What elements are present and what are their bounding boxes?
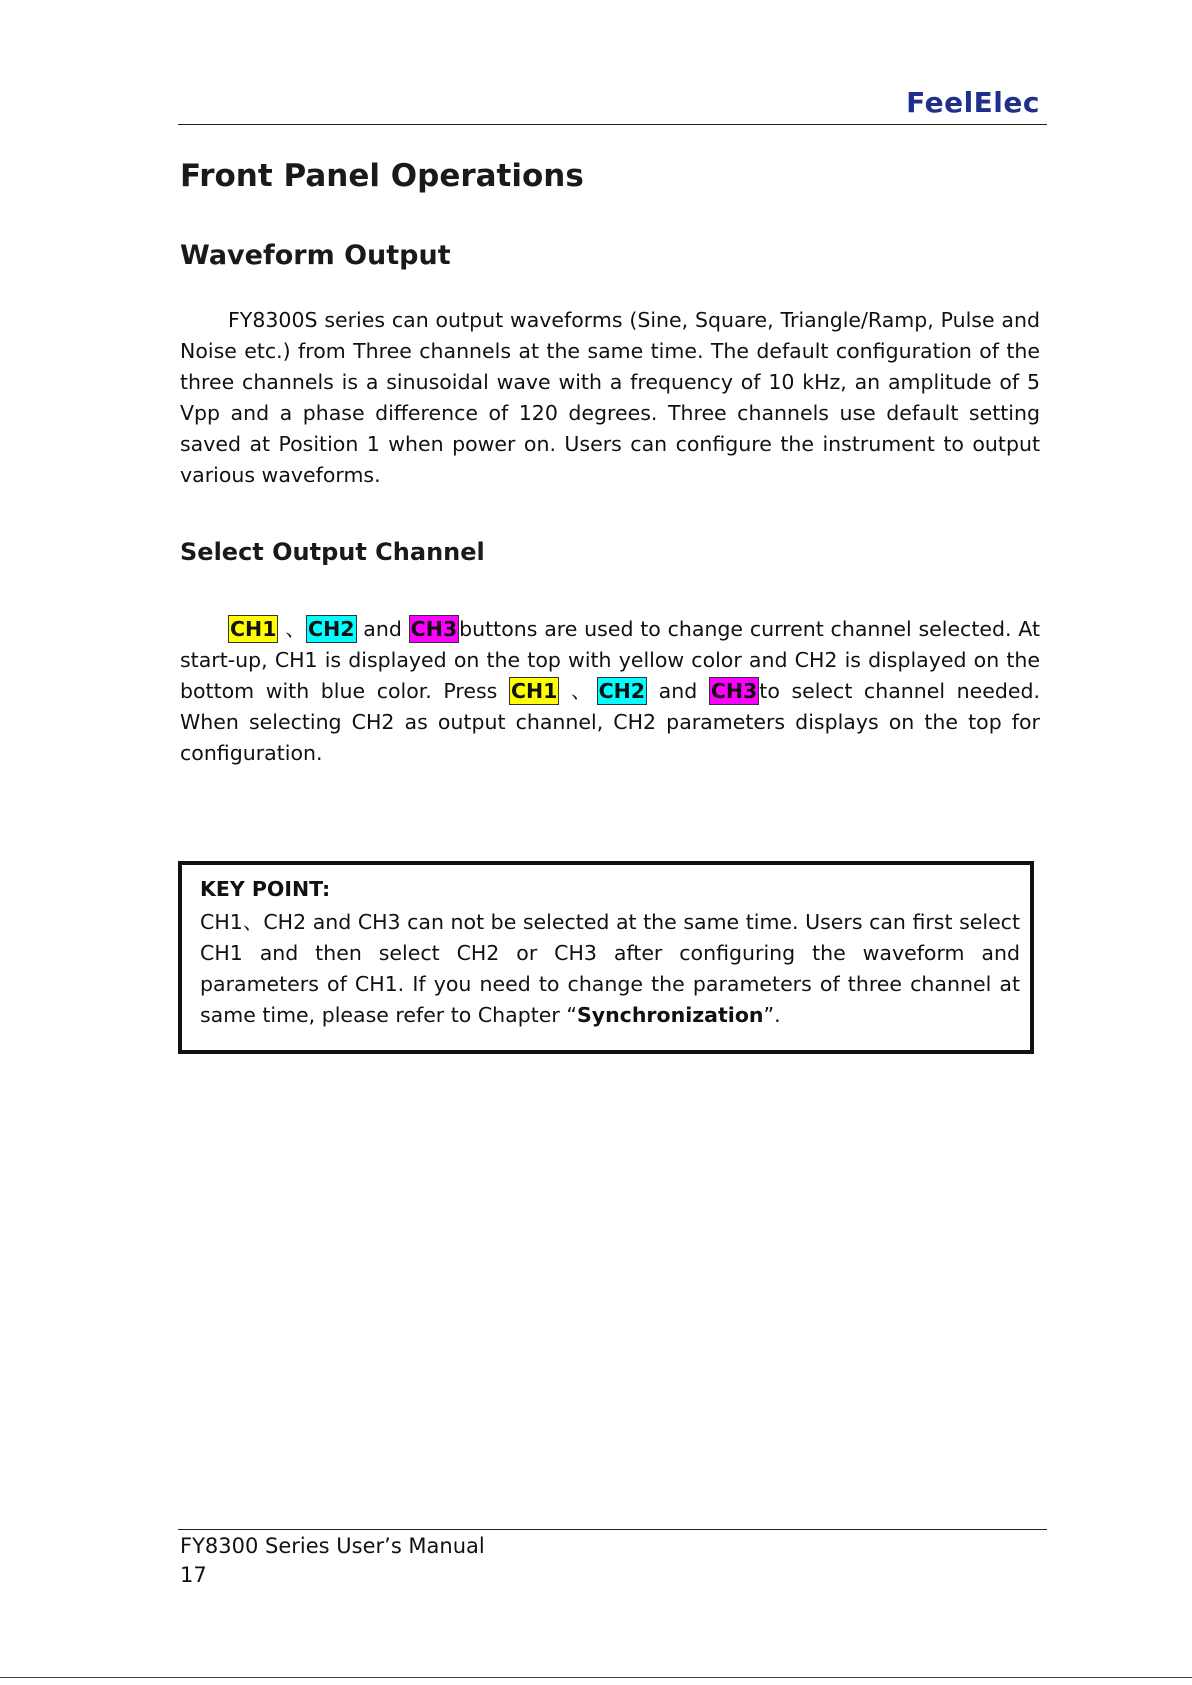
ch2-button-label: CH2 [308, 617, 355, 641]
footer-rule [178, 1529, 1047, 1530]
ch3-button-label: CH3 [410, 617, 458, 641]
separator: 、 [571, 679, 597, 703]
page-title: Front Panel Operations [180, 158, 584, 194]
footer-page-number: 17 [180, 1563, 207, 1587]
select-channel-text-a: buttons are used to change current channel selected. At start-up, CH1 is displayed on the top with yellow color and CH2 is displayed on the bottom with blue color. Press [180, 617, 1040, 703]
ch1-button-label: CH1 [510, 679, 558, 703]
header-rule [178, 124, 1047, 125]
key-point-box [178, 861, 1034, 1054]
conjunction: and [363, 617, 402, 641]
select-channel-paragraph [180, 614, 1040, 769]
ch3-button-label: CH3 [710, 679, 758, 703]
key-point-title: KEY POINT: [200, 877, 331, 901]
separator: 、 [285, 617, 307, 641]
select-channel-text-b: to select channel needed. When selecting CH2 as output channel, CH2 parameters displays on the top for configuration. [180, 679, 1041, 765]
key-point-text-before: CH1、CH2 and CH3 can not be selected at the same time. Users can first select CH1 and then select CH2 or CH3 after configuring the waveform and parameters of CH1. If you need to change the parameters of three channel at same time, please refer to Chapter “ [200, 910, 1020, 1027]
brand-name: FeelElec [906, 86, 1040, 119]
page-bottom-border [0, 1677, 1192, 1678]
ch2-button-label: CH2 [598, 679, 646, 703]
key-point-text-after: ”. [763, 1003, 781, 1027]
ch1-button-label: CH1 [230, 617, 277, 641]
footer-manual-title: FY8300 Series User’s Manual [180, 1534, 485, 1558]
section-heading-select-channel: Select Output Channel [180, 538, 485, 566]
chapter-reference: Synchronization [576, 1003, 764, 1027]
conjunction: and [658, 679, 698, 703]
waveform-output-paragraph: FY8300S series can output waveforms (Sine, Square, Triangle/Ramp, Pulse and Noise etc.) from Three channels at the same time. The default configuration of the three channels is a sinusoidal wave with a frequency of 10 kHz, an amplitude of 5 Vpp and a phase difference of 120 degrees. Three channels use default setting saved at Position 1 when power on. Users can configure the instrument to output various waveforms. [180, 308, 1040, 487]
section-heading-waveform-output: Waveform Output [180, 240, 451, 271]
key-point-text [200, 907, 1020, 1031]
